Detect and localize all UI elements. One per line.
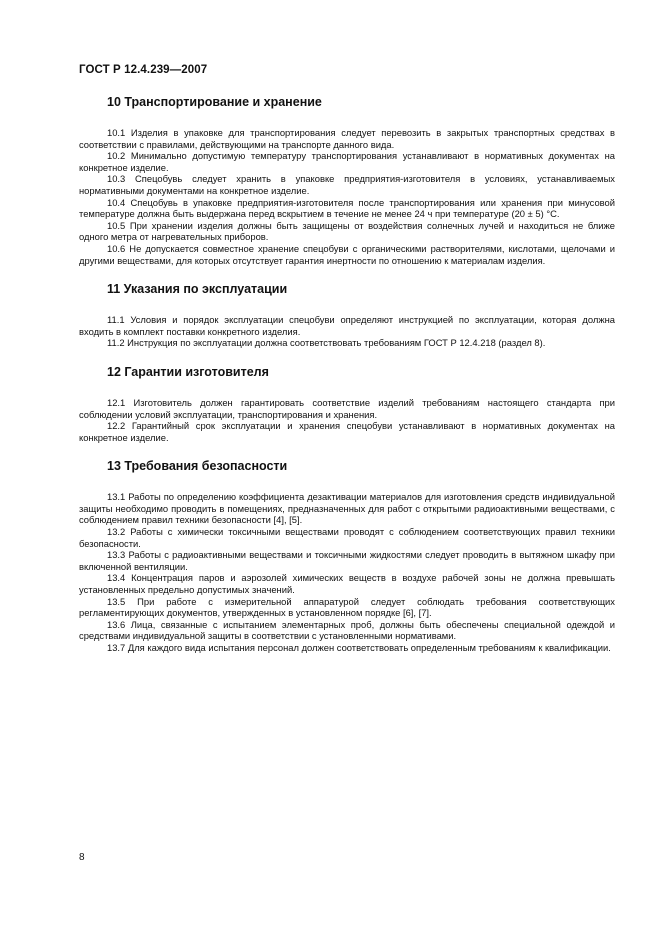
section-title: 10 Транспортирование и хранение: [107, 95, 322, 109]
paragraph: 13.4 Концентрация паров и аэрозолей химических веществ в воздухе рабочей зоны не должна превышать установленных предельно допустимых значений.: [79, 572, 615, 596]
paragraph: 11.2 Инструкция по эксплуатации должна соответствовать требованиям ГОСТ Р 12.4.218 (раздел 8).: [107, 337, 546, 349]
section-warranty: [79, 363, 615, 443]
section-title: 11 Указания по эксплуатации: [107, 282, 288, 297]
section-safety: [79, 457, 615, 653]
paragraph: 12.2 Гарантийный срок эксплуатации и хранения спецобуви устанавливают в нормативных документах на конкретное изделие.: [79, 420, 615, 443]
paragraph: 10.6 Не допускается совместное хранение спецобуви с органическими растворителями, кислотами, щелочами и другими веществами, для которых отсутствует гарантия инертности по отношению к материалам изделия.: [79, 242, 615, 266]
section-operation: [79, 280, 615, 349]
paragraph: 13.6 Лица, связанные с испытанием элементарных проб, должны быть обеспечены специальной одеждой и средствами индивидуальной защиты в соответствии с установленными нормативами.: [79, 618, 615, 642]
paragraph: 13.7 Для каждого вида испытания персонал должен соответствовать определенным требованиям к квалификации.: [107, 642, 611, 653]
paragraph: 10.2 Минимально допустимую температуру транспортирования устанавливают в нормативных документах на конкретное изделие.: [79, 150, 615, 173]
paragraph: 10.4 Спецобувь в упаковке предприятия-изготовителя после транспортирования или хранения при минусовой температуре должна быть выдержана перед вскрытием в течение не менее 24 ч при температуре (20 ± 5) °С.: [79, 196, 615, 220]
section-transport-storage: [79, 93, 615, 266]
section-title: 12 Гарантии изготовителя: [107, 364, 269, 379]
paragraph: 13.3 Работы с радиоактивными веществами и токсичными жидкостями следует проводить в вытяжном шкафу при включенной вентиляции.: [79, 549, 615, 572]
paragraph: 13.2 Работы с химически токсичными веществами проводят с соблюдением соответствующих правил техники безопасности.: [79, 526, 615, 549]
paragraph: 12.1 Изготовитель должен гарантировать соответствие изделий требованиям настоящего стандарта при соблюдении условий эксплуатации, транспортирования и хранения.: [79, 396, 615, 420]
page-number: 8: [79, 852, 85, 863]
paragraph: 11.1 Условия и порядок эксплуатации спецобуви определяют инструкцией по эксплуатации, которая должна входить в комплект поставки конкретного изделия.: [79, 314, 615, 337]
paragraph: 13.1 Работы по определению коэффициента дезактивации материалов для изготовления средств индивидуальной защиты необходимо проводить в помещениях, предназначенных для работ с открытыми радиоактивными веществами, с соблюдением правил техники безопасности [4], [5].: [79, 491, 615, 526]
standard-designation: ГОСТ Р 12.4.239—2007: [79, 64, 208, 76]
paragraph: 10.5 При хранении изделия должны быть защищены от воздействия солнечных лучей и находиться не ближе одного метра от нагревательных приборов.: [79, 219, 615, 243]
document-body: [79, 93, 615, 668]
paragraph: 10.3 Спецобувь следует хранить в упаковке предприятия-изготовителя в условиях, устанавливаемых нормативными документами на конкретное изделие.: [79, 173, 615, 196]
paragraph: 10.1 Изделия в упаковке для транспортирования следует перевозить в закрытых транспортных средствах в соответствии с правилами, действующими на транспорте данного вида.: [79, 127, 615, 150]
section-title: 13 Требования безопасности: [107, 459, 288, 474]
paragraph: 13.5 При работе с измерительной аппаратурой следует соблюдать требования соответствующих регламентирующих документов, утвержденных в установленном порядке [6], [7].: [79, 595, 615, 619]
